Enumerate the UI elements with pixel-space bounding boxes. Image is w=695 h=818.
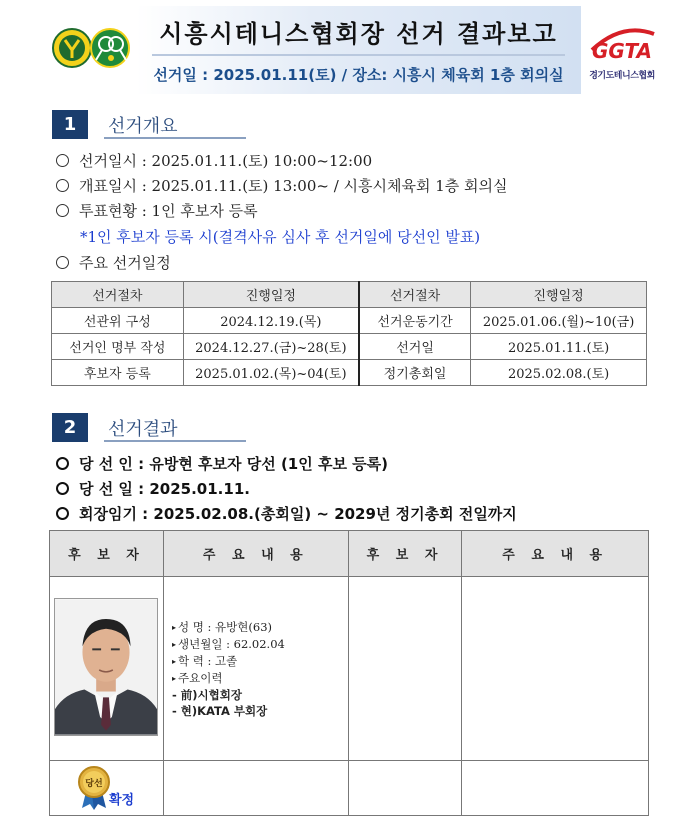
circle-bullet-icon	[56, 204, 69, 217]
section-1-number: 1	[52, 110, 88, 139]
ggta-logo	[586, 20, 658, 82]
triangle-bullet-icon: ▸	[171, 673, 176, 683]
triangle-bullet-icon: ▸	[171, 639, 176, 649]
title-banner	[136, 6, 581, 94]
result-item: 당 선 일 : 2025.01.11.	[56, 478, 250, 499]
schedule-heading: 주요 선거일정	[56, 252, 171, 273]
table-row	[50, 761, 649, 816]
ggta-logo-mark: GGTA	[591, 39, 653, 63]
title-divider	[152, 54, 565, 56]
table-header-cell: 주 요 내 용	[163, 531, 348, 577]
table-row	[52, 334, 647, 360]
circle-bullet-icon	[56, 457, 69, 470]
info-line: ▸ 학 력 : 고졸	[171, 653, 238, 668]
table-cell: 후보자 등록	[52, 360, 184, 386]
table-header-cell: 주 요 내 용	[462, 531, 649, 577]
table-header-cell: 선거절차	[359, 282, 471, 308]
empty-cell	[462, 761, 649, 816]
empty-cell	[348, 761, 462, 816]
section-2-header	[52, 413, 652, 443]
table-cell: 2025.02.08.(토)	[471, 360, 647, 386]
table-header-row	[52, 282, 647, 308]
ggta-logo-text: 경기도테니스협회	[589, 71, 655, 81]
circle-bullet-icon	[56, 507, 69, 520]
table-cell: 선거일	[359, 334, 471, 360]
candidate-photo-cell	[50, 577, 164, 761]
table-row	[52, 308, 647, 334]
page-subtitle: 선거일 : 2025.01.11(토) / 장소: 시흥시 체육회 1층 회의실	[153, 66, 564, 84]
section-2-underline	[104, 440, 246, 442]
ggta-logo-icon	[586, 20, 658, 68]
circle-bullet-icon	[56, 154, 69, 167]
table-cell: 선거운동기간	[359, 308, 471, 334]
info-line: ▸ 주요이력	[171, 670, 223, 685]
history-line: - 前)시협회장	[171, 687, 242, 702]
result-item: 당 선 인 : 유방현 후보자 당선 (1인 후보 등록)	[56, 453, 388, 474]
table-header-row	[50, 531, 649, 577]
table-cell: 2024.12.19.(목)	[183, 308, 359, 334]
triangle-bullet-icon: ▸	[171, 622, 176, 632]
status-cell	[50, 761, 164, 816]
history-line: - 현)KATA 부회장	[171, 703, 268, 718]
info-line: ▸ 성 명 : 유방현(63)	[171, 619, 272, 634]
winner-medal-icon	[76, 766, 112, 810]
candidate-table	[49, 530, 649, 816]
registration-note: *1인 후보자 등록 시(결격사유 심사 후 선거일에 당선인 발표)	[80, 228, 481, 246]
section-1-header	[52, 110, 652, 140]
table-header-cell: 후 보 자	[50, 531, 164, 577]
table-cell: 2025.01.02.(목)~04(토)	[183, 360, 359, 386]
empty-candidate-cell	[348, 577, 462, 761]
result-item: 회장임기 : 2025.02.08.(총회일) ~ 2029년 정기총회 전일까지	[56, 503, 517, 524]
table-header-cell: 진행일정	[471, 282, 647, 308]
table-row	[50, 577, 649, 761]
confirm-label: 확정	[109, 793, 135, 808]
page-title: 시흥시테니스협회장 선거 결과보고	[159, 20, 558, 48]
section-1-title: 선거개요	[108, 116, 178, 137]
triangle-bullet-icon: ▸	[171, 656, 176, 666]
overview-item: 개표일시 : 2025.01.11.(토) 13:00~ / 시흥시체육회 1층 회의실	[56, 175, 508, 196]
info-line: ▸ 생년월일 : 62.02.04	[171, 636, 285, 651]
table-cell: 선거인 명부 작성	[52, 334, 184, 360]
empty-cell	[163, 761, 348, 816]
section-2-title: 선거결과	[108, 419, 178, 440]
table-row	[52, 360, 647, 386]
winner-badge-text: 당선	[85, 779, 103, 789]
circle-bullet-icon	[56, 179, 69, 192]
section-2-number: 2	[52, 413, 88, 442]
table-header-cell: 후 보 자	[348, 531, 462, 577]
schedule-table	[51, 281, 647, 386]
section-1-underline	[104, 137, 246, 139]
overview-item: 투표현황 : 1인 후보자 등록	[56, 200, 258, 221]
association-logo-icon	[52, 20, 132, 76]
empty-content-cell	[462, 577, 649, 761]
candidate-photo	[54, 598, 158, 736]
table-header-cell: 진행일정	[183, 282, 359, 308]
table-cell: 2025.01.06.(월)~10(금)	[471, 308, 647, 334]
candidate-info-cell	[163, 577, 348, 761]
circle-bullet-icon	[56, 256, 69, 269]
overview-item: 선거일시 : 2025.01.11.(토) 10:00~12:00	[56, 150, 372, 171]
table-cell: 2024.12.27.(금)~28(토)	[183, 334, 359, 360]
table-cell: 2025.01.11.(토)	[471, 334, 647, 360]
table-cell: 선관위 구성	[52, 308, 184, 334]
circle-bullet-icon	[56, 482, 69, 495]
table-header-cell: 선거절차	[52, 282, 184, 308]
document-header	[52, 6, 658, 94]
table-cell: 정기총회일	[359, 360, 471, 386]
